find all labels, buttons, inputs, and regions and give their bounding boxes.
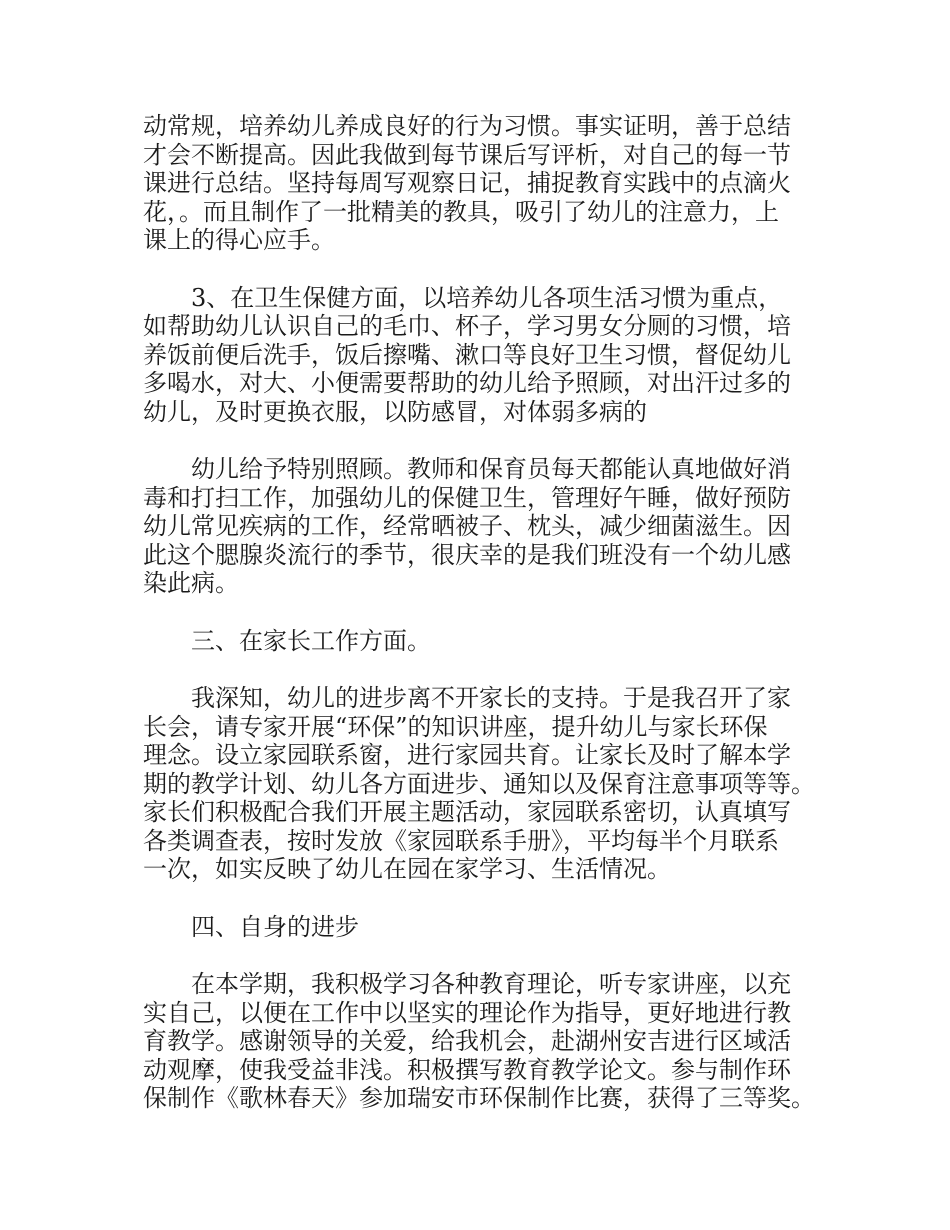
paragraph-self-progress: 在本学期，我积极学习各种教育理论，听专家讲座，以充 实自己，以便在工作中以坚实的理论作为指导，更好地进行教 育教学。感谢领导的关爱，给我机会，赴湖州安吉进行区域活 动观摩，使我受益非浅。积极撰写教育教学论文。参与制作环 保制作《歌林春天》参加瑞安市环保制作比赛，获得了三等奖。	[143, 970, 815, 1112]
paragraph-health-care: 3、在卫生保健方面，以培养幼儿各项生活习惯为重点， 如帮助幼儿认识自己的毛巾、杯子，学习男女分厕的习惯，培 养饭前便后洗手，饭后擦嘴、漱口等良好卫生习惯，督促幼儿 多喝水，对大、小便需要帮助的幼儿给予照顾，对出汗过多的 幼儿，及时更换衣服，以防感冒，对体弱多病的	[143, 283, 791, 426]
document-body	[143, 112, 823, 1142]
paragraph-routine-habits: 动常规，培养幼儿养成良好的行为习惯。事实证明，善于总结 才会不断提高。因此我做到每节课后写评析，对自己的每一节 课进行总结。坚持每周写观察日记，捕捉教育实践中的点滴火 花，。而且制作了一批精美的教具，吸引了幼儿的注意力，上 课上的得心应手。	[143, 112, 791, 254]
section-heading-self-progress: 四、自身的进步	[143, 912, 359, 941]
section-heading-parent-work: 三、在家长工作方面。	[143, 626, 431, 655]
paragraph-parent-work: 我深知，幼儿的进步离不开家长的支持。于是我召开了家 长会，请专家开展“环保”的知识讲座，提升幼儿与家长环保 理念。设立家园联系窗，进行家园共育。让家长及时了解本学 期的教学计划、幼儿各方面进步、通知以及保育注意事项等等。 家长们积极配合我们开展主题活动，家园联系密切，认真填写 各类调查表，按时发放《家园联系手册》，平均每半个月联系 一次，如实反映了幼儿在园在家学习、生活情况。	[143, 684, 815, 883]
paragraph-special-care: 幼儿给予特别照顾。教师和保育员每天都能认真地做好消 毒和打扫工作，加强幼儿的保健卫生，管理好午睡，做好预防 幼儿常见疾病的工作，经常晒被子、枕头，减少细菌滋生。因 此这个腮腺炎流行的季节，很庆幸的是我们班没有一个幼儿感 染此病。	[143, 455, 791, 597]
